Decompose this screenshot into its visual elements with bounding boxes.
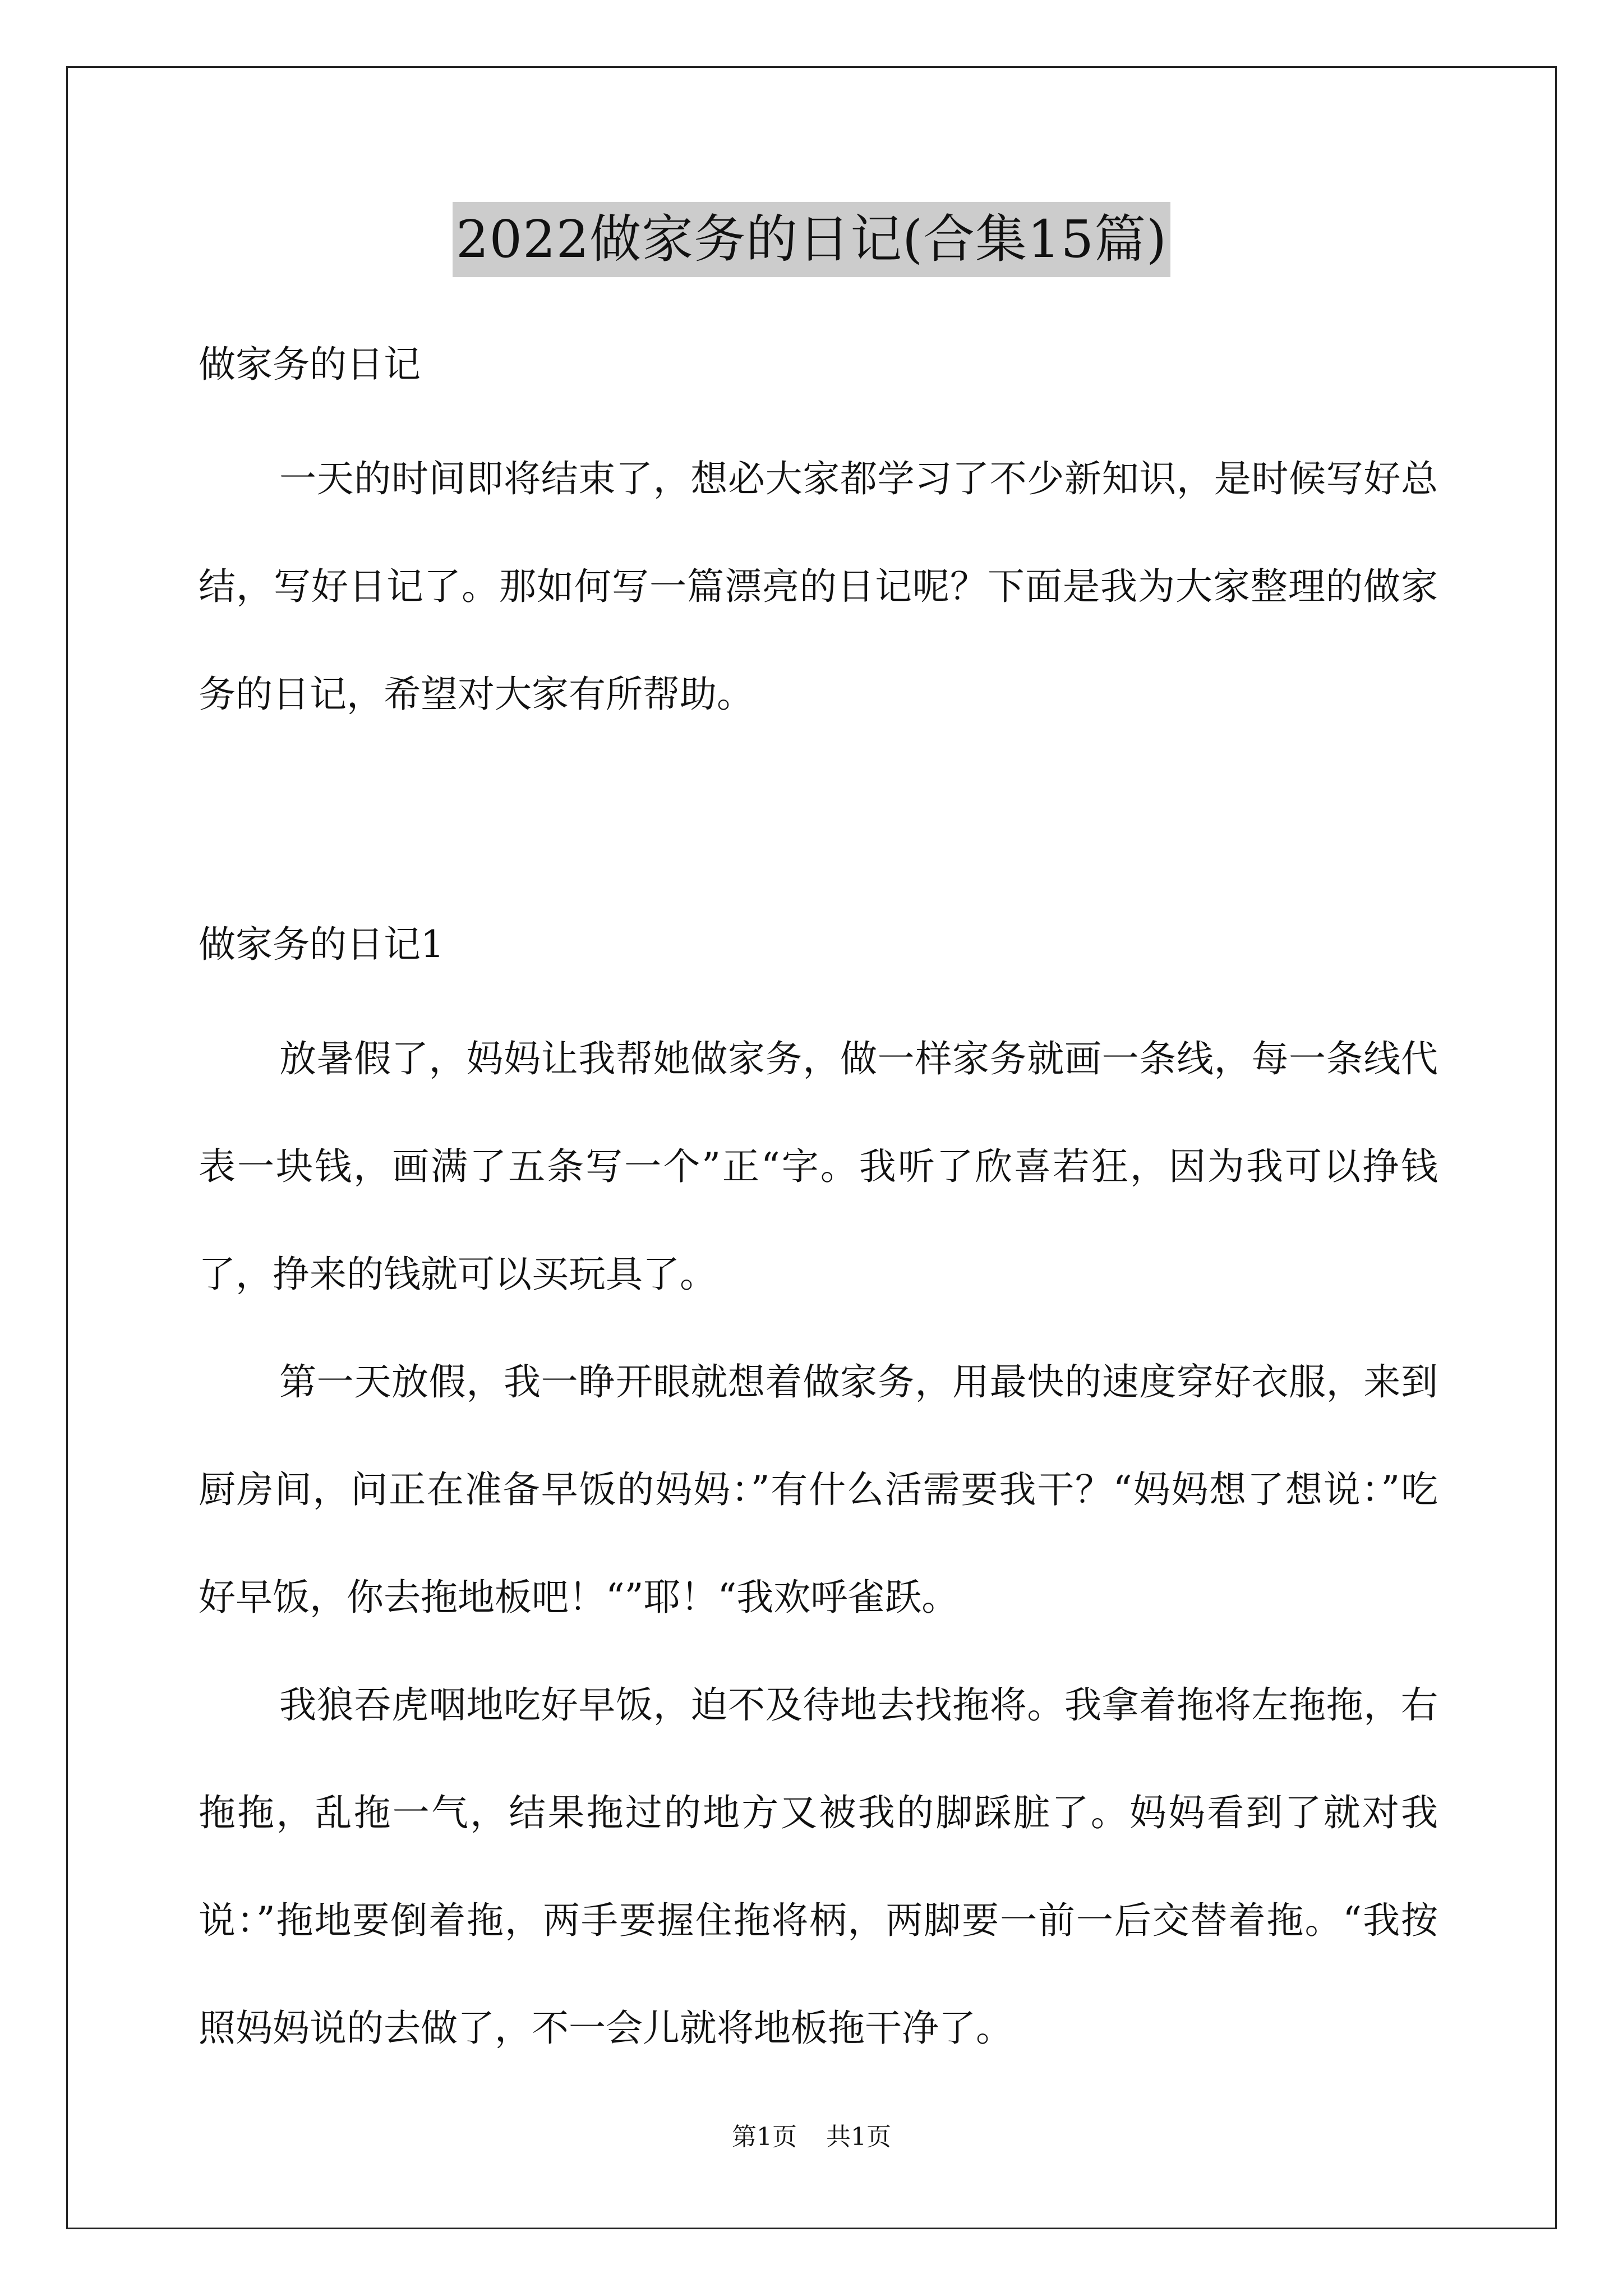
section-heading: 做家务的日记1 [199, 923, 444, 966]
page-number: 第1页 [732, 2123, 797, 2151]
page-footer [0, 2120, 1623, 2154]
paragraph-2: 第一天放假，我一睁开眼就想着做家务，用最快的速度穿好衣服，来到厨房间，问正在准备早饭的妈妈：”有什么活需要我干？“妈妈想了想说：”吃好早饭，你去拖地板吧！“”耶！“我欢呼雀跃。 [199, 1360, 1438, 1619]
paragraph-1: 放暑假了，妈妈让我帮她做家务，做一样家务就画一条线，每一条线代表一块钱，画满了五条写一个”正“字。我听了欣喜若狂，因为我可以挣钱了，挣来的钱就可以买玩具了。 [199, 1037, 1438, 1296]
title-container [0, 202, 1623, 277]
document-body [199, 337, 1438, 2082]
paragraph-3: 我狼吞虎咽地吃好早饭，迫不及待地去找拖将。我拿着拖将左拖拖，右拖拖，乱拖一气，结果拖过的地方又被我的脚踩脏了。妈妈看到了就对我说：”拖地要倒着拖，两手要握住拖将柄，两脚要一前一后交替着拖。“我按照妈妈说的去做了，不一会儿就将地板拖干净了。 [199, 1683, 1438, 2050]
intro-paragraph: 一天的时间即将结束了，想必大家都学习了不少新知识，是时候写好总结，写好日记了。那如何写一篇漂亮的日记呢？下面是我为大家整理的做家务的日记，希望对大家有所帮助。 [199, 457, 1438, 716]
page-total: 共1页 [826, 2123, 891, 2151]
document-title: 2022做家务的日记(合集15篇) [453, 202, 1170, 277]
intro-heading: 做家务的日记 [199, 343, 421, 386]
